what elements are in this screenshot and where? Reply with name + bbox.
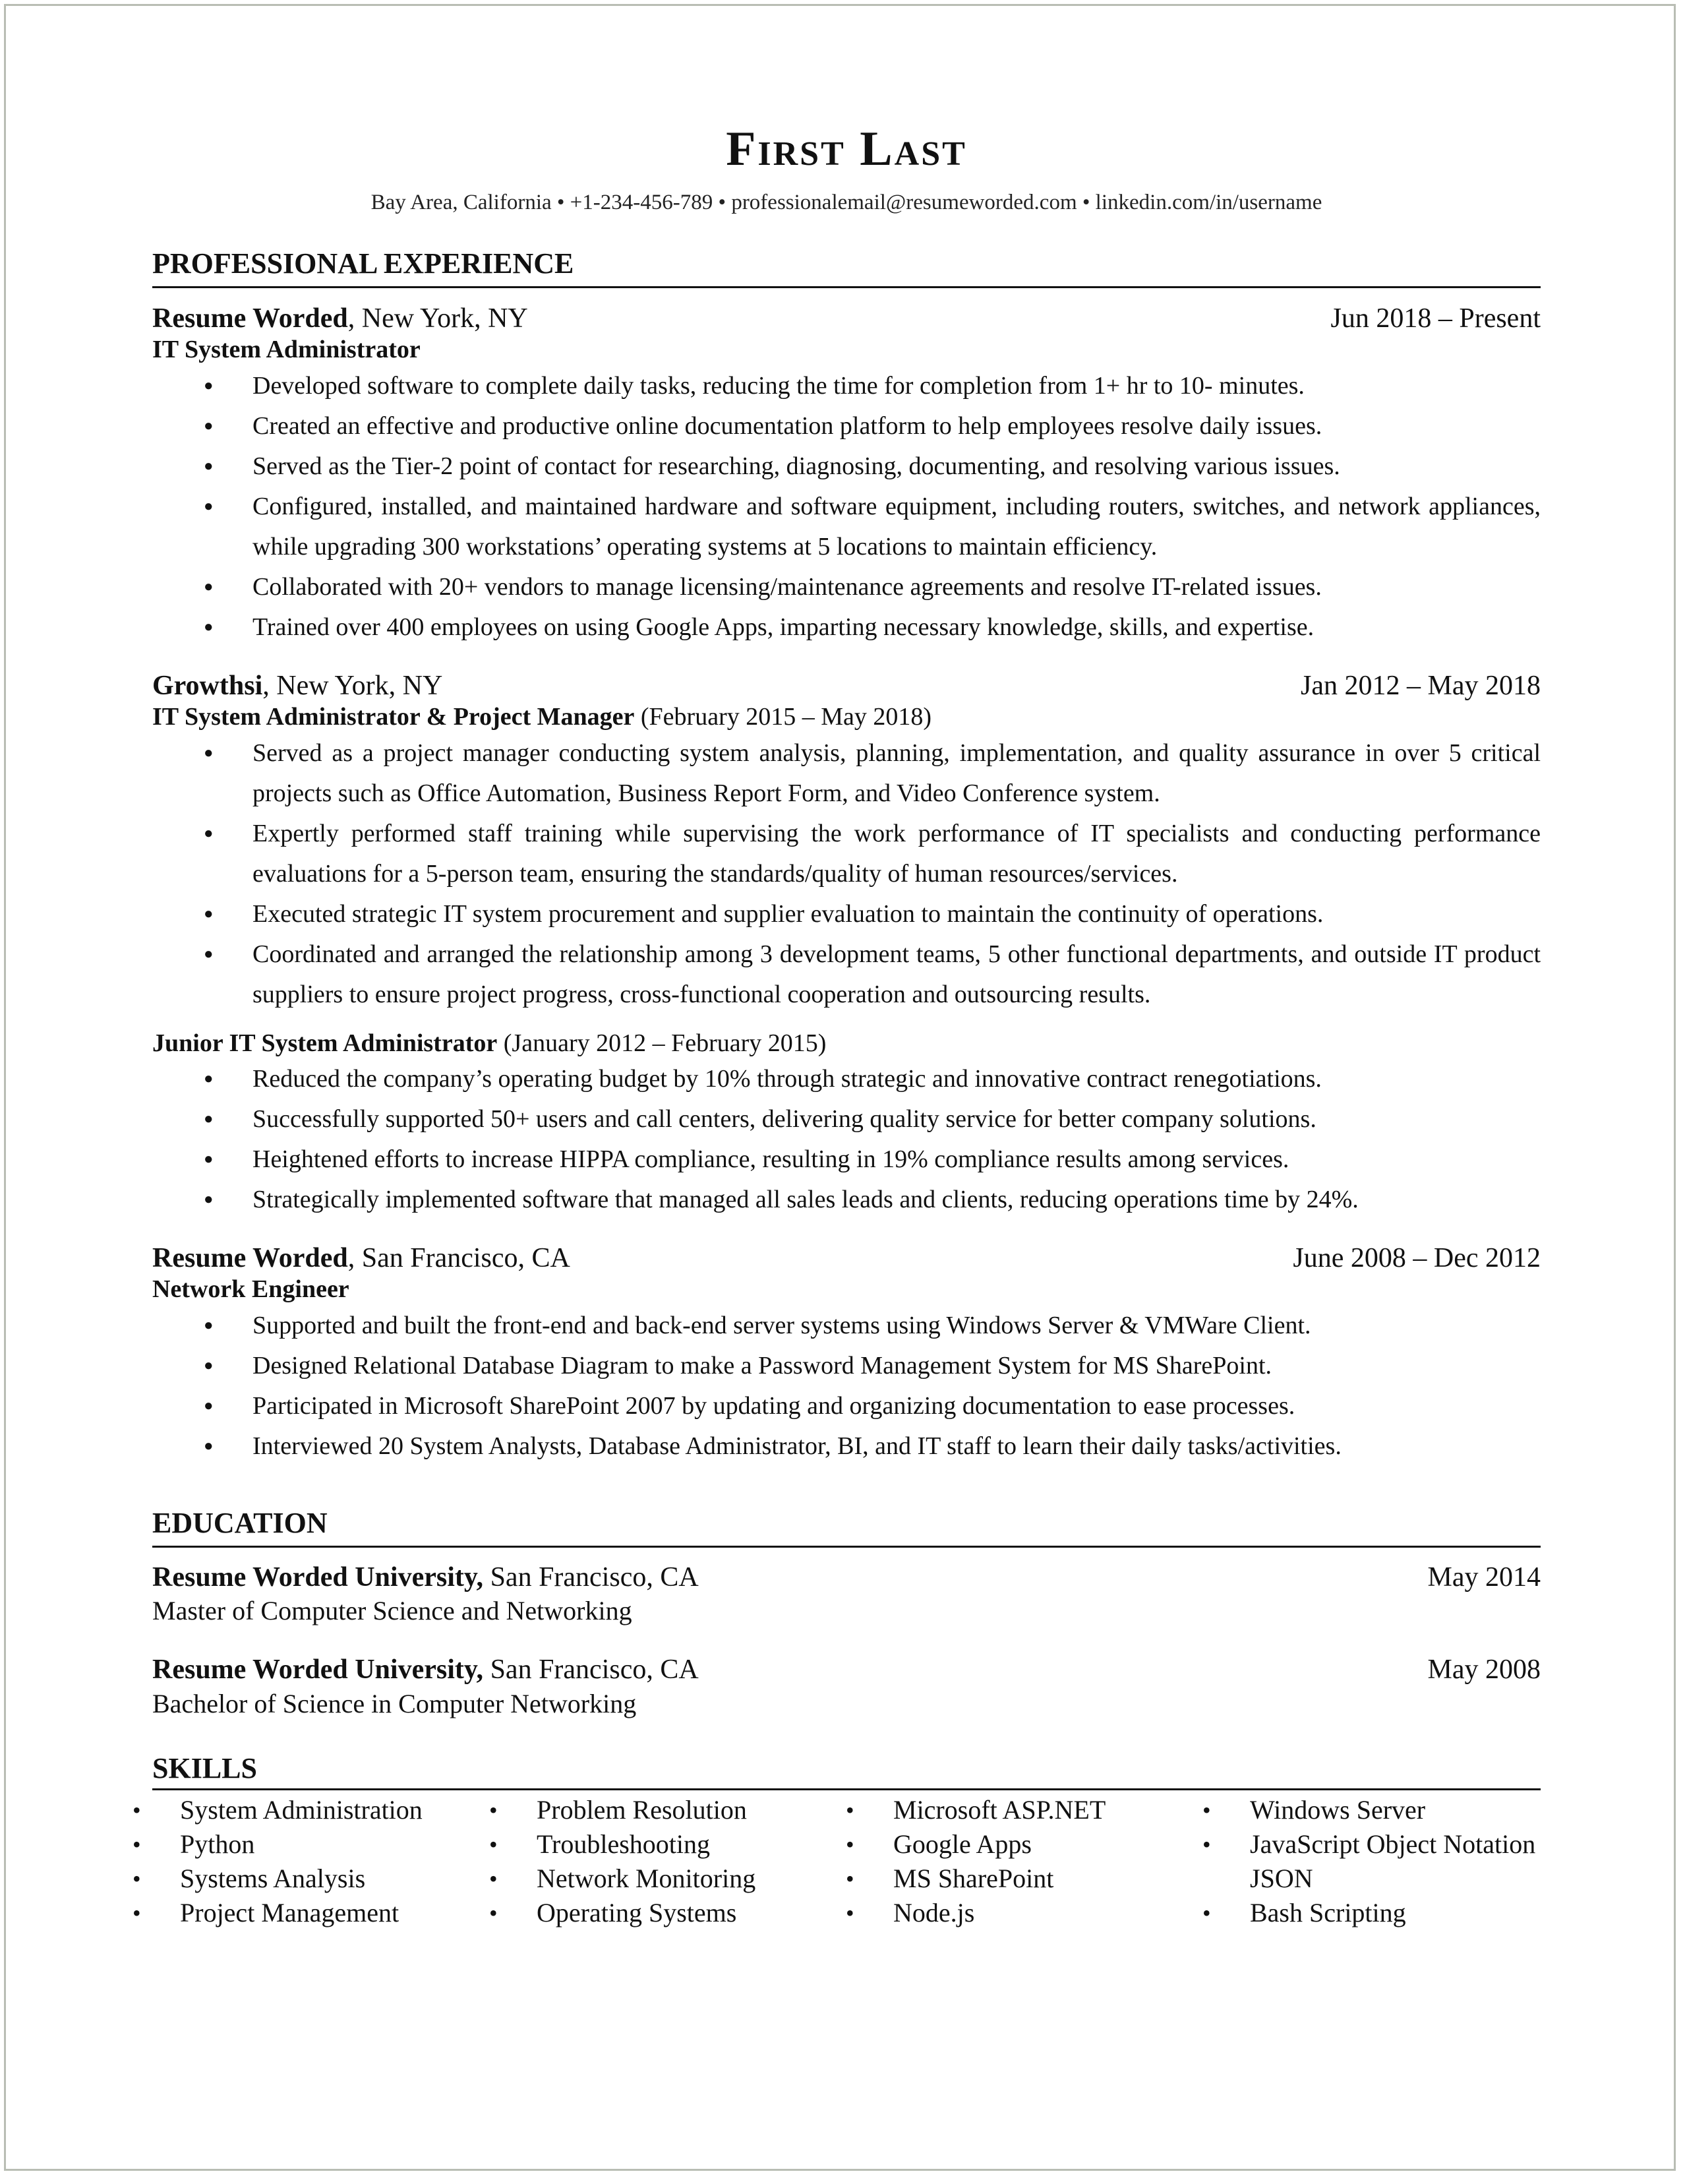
- skills-column: [839, 1793, 1196, 1930]
- education-header: [152, 1561, 1541, 1594]
- skill-item: • Problem Resolution: [483, 1793, 839, 1827]
- company-name: Resume Worded: [152, 1243, 348, 1274]
- job-role: [152, 1028, 1541, 1060]
- company-location: , New York, NY: [262, 670, 443, 701]
- education-header: [152, 1653, 1541, 1686]
- job-bullets: [152, 1306, 1541, 1467]
- job-entry: [152, 303, 1541, 648]
- job-role: [152, 702, 1541, 733]
- candidate-name: First Last: [726, 122, 967, 176]
- list-item: ● Trained over 400 employees on using Google Apps, imparting necessary knowledge, skills, and expertise.: [152, 607, 1541, 648]
- role-title: Network Engineer: [152, 1275, 349, 1304]
- degree: Bachelor of Science in Computer Networking: [152, 1688, 637, 1718]
- list-item: ● Collaborated with 20+ vendors to manage licensing/maintenance agreements and resolve IT-related issues.: [152, 567, 1541, 607]
- company-name: Growthsi: [152, 670, 263, 701]
- list-item: ● Created an effective and productive online documentation platform to help employees resolve daily issues.: [152, 406, 1541, 446]
- job-header: [152, 1242, 1541, 1274]
- education-section-title: EDUCATION: [152, 1509, 1541, 1548]
- job-header: [152, 670, 1541, 702]
- company-location: , New York, NY: [347, 303, 528, 334]
- skills-column: [1196, 1793, 1552, 1930]
- resume-content: [152, 122, 1541, 1930]
- list-item: ● Reduced the company’s operating budget by 10% through strategic and innovative contract renegotiations.: [152, 1059, 1541, 1099]
- list-item: ● Successfully supported 50+ users and call centers, delivering quality service for better company solutions.: [152, 1099, 1541, 1139]
- company-name: Resume Worded: [152, 303, 348, 334]
- list-item: ● Heightened efforts to increase HIPPA compliance, resulting in 19% compliance results among services.: [152, 1139, 1541, 1180]
- job-bullets: [152, 733, 1541, 1015]
- skill-item: • Bash Scripting: [1196, 1896, 1552, 1930]
- list-item: ● Served as the Tier-2 point of contact for researching, diagnosing, documenting, and resolving various issues.: [152, 446, 1541, 487]
- graduation-date: May 2014: [1427, 1562, 1541, 1592]
- role-title: IT System Administrator & Project Manager: [152, 703, 635, 731]
- job-role: [152, 334, 1541, 366]
- role-period: (January 2012 – February 2015): [497, 1029, 827, 1057]
- skill-item: • Windows Server: [1196, 1793, 1552, 1827]
- skills-column: [126, 1793, 483, 1930]
- skill-item: • MS SharePoint: [839, 1862, 1196, 1896]
- list-item: ● Developed software to complete daily tasks, reducing the time for completion from 1+ hr to 10- minutes.: [152, 366, 1541, 406]
- list-item: ● Designed Relational Database Diagram to make a Password Management System for MS SharePoint.: [152, 1346, 1541, 1386]
- education-school-line: [152, 1561, 699, 1594]
- list-item: ● Strategically implemented software that managed all sales leads and clients, reducing operations time by 24%.: [152, 1180, 1541, 1220]
- job-company-line: [152, 670, 442, 702]
- skills-column: [483, 1793, 839, 1930]
- job-role: [152, 1274, 1541, 1306]
- role-title: IT System Administrator: [152, 336, 421, 364]
- graduation-date: May 2008: [1427, 1654, 1541, 1685]
- job-dates: June 2008 – Dec 2012: [1293, 1243, 1541, 1274]
- job-bullets: [152, 366, 1541, 648]
- school-location: San Francisco, CA: [483, 1654, 699, 1685]
- skill-item: • System Administration: [126, 1793, 483, 1827]
- job-company-line: [152, 303, 528, 334]
- skill-item: • Python: [126, 1827, 483, 1862]
- skill-item: • Systems Analysis: [126, 1862, 483, 1896]
- role-title: Junior IT System Administrator: [152, 1029, 498, 1057]
- school-name: Resume Worded University,: [152, 1562, 484, 1592]
- job-entry: [152, 670, 1541, 1220]
- skills-section-title: SKILLS: [152, 1754, 1541, 1790]
- list-item: ● Expertly performed staff training while supervising the work performance of IT specialists and conducting performance evaluations for a 5-person team, ensuring the standards/quality of human resources/services.: [152, 814, 1541, 894]
- skill-item: • Project Management: [126, 1896, 483, 1930]
- school-name: Resume Worded University,: [152, 1654, 484, 1685]
- list-item: ● Participated in Microsoft SharePoint 2007 by updating and organizing documentation to ease processes.: [152, 1386, 1541, 1426]
- degree: Master of Computer Science and Networking: [152, 1596, 632, 1626]
- skills-grid: [126, 1793, 1541, 1930]
- school-location: San Francisco, CA: [483, 1562, 699, 1592]
- education-entry: [152, 1561, 1541, 1628]
- role-period: (February 2015 – May 2018): [634, 703, 932, 731]
- job-bullets: [152, 1059, 1541, 1220]
- education-entry: [152, 1653, 1541, 1720]
- education-school-line: [152, 1653, 699, 1686]
- list-item: ● Coordinated and arranged the relationship among 3 development teams, 5 other functional departments, and outside IT product suppliers to ensure project progress, cross-functional cooperation and outsourcing results.: [152, 934, 1541, 1015]
- list-item: ● Served as a project manager conducting system analysis, planning, implementation, and quality assurance in over 5 critical projects such as Office Automation, Business Report Form, and Video Conference system.: [152, 733, 1541, 814]
- list-item: ● Configured, installed, and maintained hardware and software equipment, including routers, switches, and network appliances, while upgrading 300 workstations’ operating systems at 5 locations to maintain efficiency.: [152, 487, 1541, 567]
- job-entry: [152, 1242, 1541, 1467]
- skill-item: • JavaScript Object Notation JSON: [1196, 1827, 1552, 1896]
- skill-item: • Google Apps: [839, 1827, 1196, 1862]
- list-item: ● Supported and built the front-end and back-end server systems using Windows Server & VMWare Client.: [152, 1306, 1541, 1346]
- contact-line: Bay Area, California • +1-234-456-789 • professionalemail@resumeworded.com • linkedin.com/in/username: [370, 191, 1322, 214]
- job-dates: Jun 2018 – Present: [1330, 303, 1541, 334]
- skill-item: • Troubleshooting: [483, 1827, 839, 1862]
- list-item: ● Interviewed 20 System Analysts, Database Administrator, BI, and IT staff to learn their daily tasks/activities.: [152, 1426, 1541, 1467]
- job-dates: Jan 2012 – May 2018: [1301, 670, 1541, 701]
- list-item: ● Executed strategic IT system procurement and supplier evaluation to maintain the continuity of operations.: [152, 894, 1541, 934]
- job-header: [152, 303, 1541, 334]
- resume-page: [4, 4, 1676, 2171]
- skill-item: • Network Monitoring: [483, 1862, 839, 1896]
- job-company-line: [152, 1242, 570, 1274]
- skill-item: • Microsoft ASP.NET: [839, 1793, 1196, 1827]
- experience-section-title: PROFESSIONAL EXPERIENCE: [152, 249, 1541, 288]
- company-location: , San Francisco, CA: [347, 1243, 570, 1274]
- skill-item: • Operating Systems: [483, 1896, 839, 1930]
- skill-item: • Node.js: [839, 1896, 1196, 1930]
